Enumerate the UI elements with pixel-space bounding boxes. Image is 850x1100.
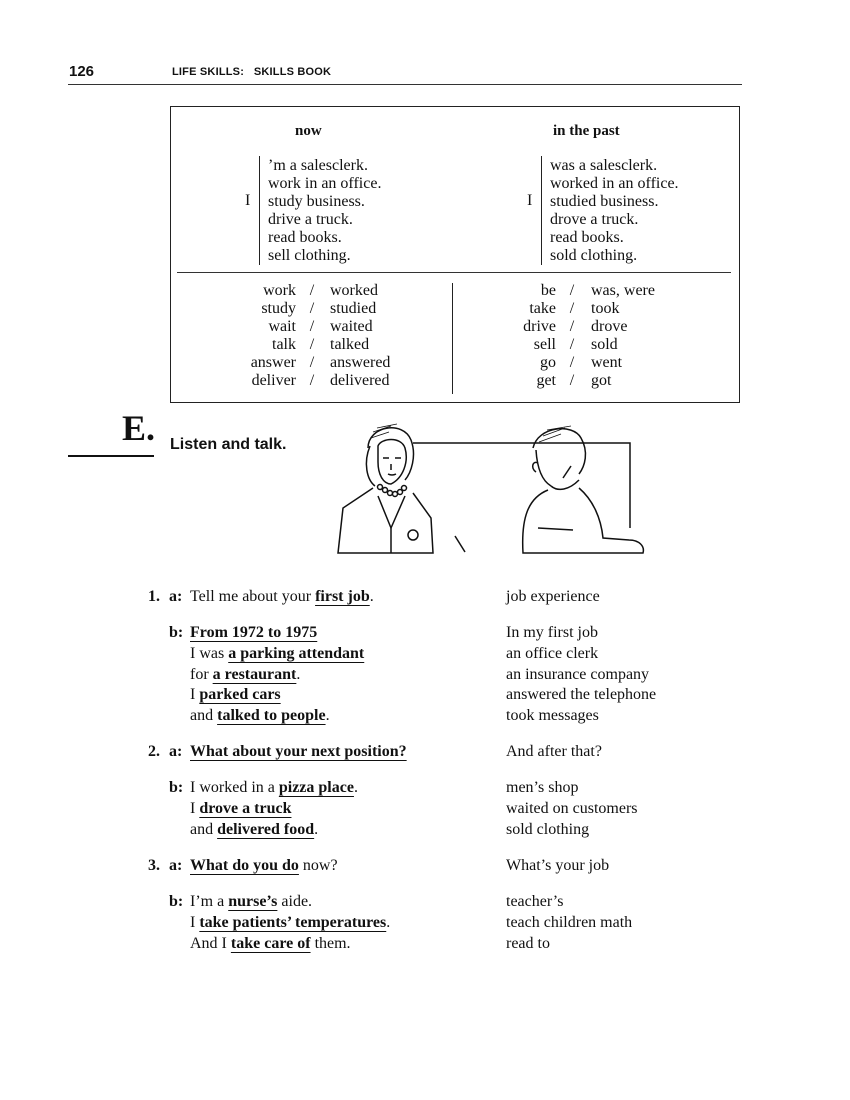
now-sentence: study business.: [268, 193, 365, 210]
now-bracket: [259, 156, 260, 265]
speaker-b-line-text: I’m a: [190, 893, 229, 910]
speaker-b-label: b:: [169, 779, 184, 796]
verb-slash: /: [309, 318, 315, 335]
speaker-b-line-cue: take care of: [230, 935, 311, 952]
past-sentence: worked in an office.: [550, 175, 679, 192]
regular-verb-base: talk: [272, 336, 296, 353]
page-number: 126: [69, 63, 95, 80]
speaker-b-line-text: And I: [190, 935, 231, 952]
regular-base-column: [214, 282, 296, 390]
verb-slash: /: [569, 318, 575, 335]
verb-slash: /: [309, 282, 315, 299]
regular-verb-past: talked: [330, 336, 370, 353]
substitution-b: sold clothing: [506, 821, 590, 838]
past-sentence: drove a truck.: [550, 211, 639, 228]
irregular-verb-base: sell: [533, 336, 556, 353]
irregular-verb-base: be: [540, 282, 556, 299]
past-bracket: [541, 156, 542, 265]
speaker-b-line-text: I worked in a: [190, 779, 279, 796]
verb-slash: /: [309, 336, 315, 353]
now-sentence: work in an office.: [268, 175, 382, 192]
speaker-a-label: a:: [169, 588, 183, 605]
speaker-b-line: [190, 684, 281, 705]
irregular-verb-base: drive: [523, 318, 556, 335]
verb-slash: /: [309, 354, 315, 371]
verb-slash: /: [309, 300, 315, 317]
regular-verb-base: answer: [250, 354, 296, 371]
verb-slash: /: [569, 282, 575, 299]
irregular-verb-past: drove: [591, 318, 628, 335]
speaker-b-line: [190, 912, 390, 933]
regular-verb-past: studied: [330, 300, 377, 317]
section-letter: E.: [122, 408, 156, 448]
speaker-b-line-text: for: [190, 666, 213, 683]
running-title: LIFE SKILLS: SKILLS BOOK: [172, 66, 332, 78]
regular-verb-base: work: [263, 282, 296, 299]
speaker-a-cue: What about your next position?: [190, 743, 407, 760]
speaker-b-line: [190, 705, 330, 726]
now-sentence: drive a truck.: [268, 211, 353, 228]
regular-verb-past: answered: [330, 354, 391, 371]
speaker-b-line-text: I was: [190, 645, 229, 662]
speaker-b-line-text: them.: [310, 935, 351, 952]
woman-face: [378, 440, 406, 485]
past-sentence: studied business.: [550, 193, 659, 210]
section-title: Listen and talk.: [170, 436, 287, 453]
verb-slash: /: [569, 336, 575, 353]
speaker-b-line: [190, 891, 312, 912]
speaker-b-line: [190, 819, 318, 840]
irregular-verb-past: got: [591, 372, 612, 389]
speaker-b-label: b:: [169, 893, 184, 910]
speaker-b-line-text: I: [190, 800, 200, 817]
substitution-b: men’s shop: [506, 779, 579, 796]
substitution-b: read to: [506, 935, 550, 952]
regular-verb-base: deliver: [251, 372, 296, 389]
verbs-divider: [452, 283, 453, 394]
verb-slash: /: [569, 372, 575, 389]
speaker-b-line-text: aide.: [277, 893, 313, 910]
regular-past-column: [330, 282, 390, 390]
speaker-a-text: Tell me about your: [190, 588, 316, 605]
regular-slash-column: [305, 282, 319, 390]
substitution-b: waited on customers: [506, 800, 638, 817]
speaker-b-line: [190, 643, 364, 664]
substitution-b: an office clerk: [506, 645, 599, 662]
interview-illustration: [333, 418, 648, 558]
speaker-a-text: .: [369, 588, 374, 605]
speaker-b-line-text: .: [325, 707, 330, 724]
irregular-base-column: [486, 282, 556, 390]
speaker-a-cue: What do you do: [190, 857, 299, 874]
section-rule: [68, 455, 154, 457]
now-subject: I: [245, 192, 251, 209]
now-sentence: ’m a salesclerk.: [268, 157, 368, 174]
past-subject: I: [527, 192, 533, 209]
speaker-b-line: [190, 664, 300, 685]
past-sentence: was a salesclerk.: [550, 157, 658, 174]
speaker-b-line: [190, 933, 351, 954]
substitution-b: an insurance company: [506, 666, 650, 683]
speaker-b-line-cue: From 1972 to 1975: [190, 624, 318, 641]
substitution-b: In my first job: [506, 624, 598, 641]
substitution-b: teacher’s: [506, 893, 564, 910]
header-rule: [68, 84, 742, 85]
irregular-verb-base: go: [540, 354, 556, 371]
speaker-b-line-cue: delivered food: [217, 821, 315, 838]
speaker-b-label: b:: [169, 624, 184, 641]
speaker-b-line-cue: talked to people: [217, 707, 326, 724]
speaker-b-line-text: and: [190, 821, 218, 838]
speaker-a-line: [190, 741, 407, 762]
item-number: 2.: [148, 743, 160, 760]
speaker-b-line: [190, 622, 317, 643]
irregular-verb-base: get: [536, 372, 556, 389]
speaker-a-label: a:: [169, 857, 183, 874]
now-sentences: [268, 157, 381, 265]
regular-verb-past: worked: [330, 282, 378, 299]
now-sentence: sell clothing.: [268, 247, 351, 264]
speaker-b-line-text: .: [353, 779, 358, 796]
speaker-b-line-text: I: [190, 686, 200, 703]
item-number: 1.: [148, 588, 160, 605]
past-sentence: sold clothing.: [550, 247, 638, 264]
regular-verb-base: wait: [268, 318, 296, 335]
past-sentences: [550, 157, 679, 265]
irregular-verb-past: sold: [591, 336, 618, 353]
now-heading: now: [295, 123, 322, 139]
speaker-b-line-text: .: [296, 666, 301, 683]
speaker-b-line-cue: a restaurant: [212, 666, 297, 683]
irregular-verb-past: took: [591, 300, 620, 317]
substitution-b: took messages: [506, 707, 599, 724]
speaker-a-cue: first job: [315, 588, 370, 605]
box-divider: [177, 272, 731, 273]
substitution-b: answered the telephone: [506, 686, 657, 703]
speaker-a-line: [190, 586, 374, 607]
speaker-b-line: [190, 798, 291, 819]
irregular-slash-column: [565, 282, 579, 390]
irregular-verb-base: take: [529, 300, 556, 317]
substitution-b: teach children math: [506, 914, 633, 931]
regular-verb-past: waited: [330, 318, 373, 335]
substitution-a: job experience: [506, 588, 600, 605]
irregular-past-column: [591, 282, 655, 390]
speaker-a-line: [190, 855, 338, 876]
verb-slash: /: [309, 372, 315, 389]
now-sentence: read books.: [268, 229, 342, 246]
past-heading: in the past: [553, 123, 620, 139]
speaker-b-line-cue: pizza place: [278, 779, 354, 796]
item-number: 3.: [148, 857, 160, 874]
speaker-b-line-text: I: [190, 914, 200, 931]
speaker-a-label: a:: [169, 743, 183, 760]
speaker-a-text: now?: [298, 857, 338, 874]
speaker-b-line-cue: parked cars: [199, 686, 281, 703]
speaker-b-line-cue: drove a truck: [199, 800, 292, 817]
speaker-b-line-cue: take patients’ temperatures: [199, 914, 387, 931]
regular-verb-base: study: [261, 300, 296, 317]
speaker-b-line: [190, 777, 358, 798]
man-hair: [533, 429, 585, 474]
substitution-a: What’s your job: [506, 857, 610, 874]
verb-slash: /: [569, 354, 575, 371]
speaker-b-line-cue: a parking attendant: [228, 645, 365, 662]
substitution-a: And after that?: [506, 743, 602, 760]
verb-slash: /: [569, 300, 575, 317]
speaker-b-line-cue: nurse’s: [228, 893, 278, 910]
speaker-b-line-text: .: [386, 914, 391, 931]
speaker-b-line-text: and: [190, 707, 218, 724]
speaker-b-line-text: .: [314, 821, 319, 838]
irregular-verb-past: was, were: [591, 282, 655, 299]
past-sentence: read books.: [550, 229, 624, 246]
regular-verb-past: delivered: [330, 372, 390, 389]
irregular-verb-past: went: [591, 354, 623, 371]
